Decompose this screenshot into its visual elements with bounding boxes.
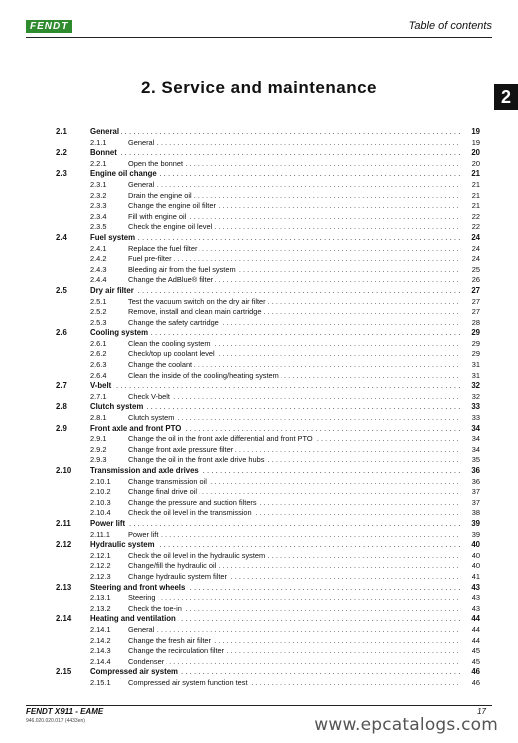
toc-entry-number: 2.2	[56, 148, 67, 158]
toc-entry-title: Change front axle pressure filter	[128, 444, 234, 454]
toc-entry-title: Change the oil in the front axle drive hubs	[128, 455, 265, 465]
toc-entry-number: 2.8.1	[90, 413, 107, 423]
toc-entry-title: Front axle and front PTO	[90, 423, 182, 433]
toc-entry-title-leader	[128, 307, 460, 318]
header-title: Table of contents	[408, 20, 492, 32]
toc-entry-page: 32	[471, 381, 480, 391]
toc-entry-number: 2.4	[56, 232, 67, 242]
toc-entry-page: 21	[471, 190, 480, 200]
toc-entry-title-leader	[90, 466, 460, 477]
toc-entry-title: Drain the engine oil	[128, 190, 192, 200]
toc-entry-title-leader	[128, 657, 460, 668]
toc-entry-number: 2.4.1	[90, 243, 107, 253]
toc-entry-title-leader	[128, 339, 460, 350]
toc-entry-title-leader	[128, 487, 460, 498]
toc-entry-number: 2.10.3	[90, 497, 111, 507]
toc-entry-title-leader	[128, 625, 460, 636]
toc-entry-number: 2.6.1	[90, 338, 107, 348]
toc-entry-title: Clutch system	[90, 402, 144, 412]
toc-entry-number: 2.10.1	[90, 476, 111, 486]
toc-entry-title: Condenser	[128, 656, 165, 666]
toc-entry-title-leader	[128, 318, 460, 329]
toc-entry-title-leader	[128, 551, 460, 562]
toc-entry-page: 34	[471, 444, 480, 454]
toc-entry-title-leader	[90, 233, 460, 244]
toc-entry-page: 40	[471, 540, 480, 550]
toc-section-entry[interactable]	[56, 381, 480, 392]
toc-entry-title: Change the coolant	[128, 360, 193, 370]
toc-entry-number: 2.5.2	[90, 307, 107, 317]
toc-entry-number: 2.6	[56, 328, 67, 338]
toc-entry-title-leader	[128, 254, 460, 265]
toc-entry-title: Remove, install and clean main cartridge	[128, 307, 262, 317]
toc-entry-title-leader	[128, 180, 460, 191]
toc-subsection-entry[interactable]	[56, 636, 480, 647]
toc-entry-page: 22	[471, 211, 480, 221]
page-number: 17	[477, 707, 486, 716]
toc-entry-title: General	[128, 624, 155, 634]
header-divider	[26, 37, 492, 38]
toc-section-entry[interactable]	[56, 328, 480, 339]
toc-entry-title: Steering	[128, 593, 156, 603]
toc-entry-number: 2.4.2	[90, 254, 107, 264]
toc-entry-page: 43	[471, 593, 480, 603]
toc-entry-title-leader	[90, 540, 460, 551]
toc-entry-title-leader	[128, 138, 460, 149]
toc-subsection-entry[interactable]	[56, 551, 480, 562]
toc-section-entry[interactable]	[56, 540, 480, 551]
toc-subsection-entry[interactable]	[56, 265, 480, 276]
toc-subsection-entry[interactable]	[56, 593, 480, 604]
toc-subsection-entry[interactable]	[56, 318, 480, 329]
toc-entry-title: General	[128, 137, 155, 147]
toc-entry-title-leader	[128, 593, 460, 604]
toc-entry-number: 2.5	[56, 285, 67, 295]
toc-subsection-entry[interactable]	[56, 201, 480, 212]
toc-section-entry[interactable]	[56, 286, 480, 297]
toc-entry-page: 27	[471, 296, 480, 306]
toc-entry-page: 29	[471, 349, 480, 359]
toc-entry-number: 2.9.1	[90, 434, 107, 444]
toc-entry-title-leader	[128, 508, 460, 519]
toc-entry-title-leader	[128, 244, 460, 255]
toc-section-entry[interactable]	[56, 466, 480, 477]
toc-entry-number: 2.10.2	[90, 487, 111, 497]
toc-subsection-entry[interactable]	[56, 572, 480, 583]
toc-entry-title: Change final drive oil	[128, 487, 198, 497]
toc-entry-title: Check/top up coolant level	[128, 349, 215, 359]
toc-entry-number: 2.14.2	[90, 635, 111, 645]
toc-entry-page: 24	[471, 232, 480, 242]
toc-entry-page: 31	[471, 370, 480, 380]
toc-entry-number: 2.1	[56, 127, 67, 136]
toc-entry-title: Compressed air system	[90, 667, 178, 677]
toc-entry-page: 32	[471, 391, 480, 401]
toc-entry-page: 20	[471, 158, 480, 168]
toc-subsection-entry[interactable]	[56, 678, 480, 689]
toc-entry-page: 46	[471, 667, 480, 677]
toc-entry-title: Clean the inside of the cooling/heating system	[128, 370, 279, 380]
toc-subsection-entry[interactable]	[56, 371, 480, 382]
toc-entry-title-leader	[128, 604, 460, 615]
toc-entry-title-leader	[128, 413, 460, 424]
toc-entry-number: 2.6.2	[90, 349, 107, 359]
toc-entry-title: Clean the cooling system	[128, 338, 211, 348]
toc-entry-page: 45	[471, 646, 480, 656]
toc-entry-title: General	[128, 179, 155, 189]
toc-entry-number: 2.14.4	[90, 656, 111, 666]
toc-entry-title-leader	[128, 275, 460, 286]
toc-subsection-entry[interactable]	[56, 477, 480, 488]
toc-section-entry[interactable]	[56, 233, 480, 244]
toc-entry-page: 19	[471, 137, 480, 147]
toc-entry-number: 2.12.3	[90, 571, 111, 581]
toc-entry-page: 19	[471, 127, 480, 136]
toc-subsection-entry[interactable]	[56, 625, 480, 636]
toc-entry-title-leader	[128, 360, 460, 371]
toc-entry-page: 46	[471, 677, 480, 687]
toc-entry-title-leader	[128, 159, 460, 170]
toc-subsection-entry[interactable]	[56, 498, 480, 509]
toc-entry-title-leader	[128, 212, 460, 223]
toc-entry-title-leader	[128, 392, 460, 403]
toc-entry-page: 27	[471, 285, 480, 295]
toc-entry-title: Compressed air system function test	[128, 677, 248, 687]
toc-entry-title: Fuel system	[90, 232, 136, 242]
toc-entry-title-leader	[90, 328, 460, 339]
toc-entry-number: 2.10.4	[90, 508, 111, 518]
toc-entry-title: V-belt	[90, 381, 112, 391]
toc-subsection-entry[interactable]	[56, 180, 480, 191]
toc-subsection-entry[interactable]	[56, 455, 480, 466]
toc-entry-title: Bleeding air from the fuel system	[128, 264, 236, 274]
toc-entry-title-leader	[128, 434, 460, 445]
toc-entry-number: 2.15.1	[90, 677, 111, 687]
toc-entry-page: 39	[471, 529, 480, 539]
toc-entry-number: 2.14	[56, 614, 72, 624]
toc-entry-page: 24	[471, 243, 480, 253]
toc-entry-page: 29	[471, 338, 480, 348]
toc-entry-number: 2.14.3	[90, 646, 111, 656]
toc-entry-number: 2.9.3	[90, 455, 107, 465]
toc-subsection-entry[interactable]	[56, 657, 480, 668]
toc-subsection-entry[interactable]	[56, 159, 480, 170]
toc-entry-number: 2.11	[56, 518, 71, 528]
toc-entry-title-leader	[128, 678, 460, 689]
toc-subsection-entry[interactable]	[56, 212, 480, 223]
toc-subsection-entry[interactable]	[56, 244, 480, 255]
toc-subsection-entry[interactable]	[56, 392, 480, 403]
toc-entry-page: 35	[471, 455, 480, 465]
toc-entry-number: 2.2.1	[90, 158, 107, 168]
toc-entry-number: 2.6.4	[90, 370, 107, 380]
toc-entry-page: 36	[471, 476, 480, 486]
toc-entry-number: 2.13.2	[90, 603, 111, 613]
toc-section-entry[interactable]	[56, 667, 480, 678]
toc-entry-number: 2.3.2	[90, 190, 107, 200]
toc-subsection-entry[interactable]	[56, 191, 480, 202]
toc-entry-number: 2.10	[56, 466, 72, 475]
toc-entry-page: 37	[471, 487, 480, 497]
toc-entry-page: 34	[471, 434, 480, 444]
toc-entry-page: 20	[471, 148, 480, 158]
toc-entry-title: Test the vacuum switch on the dry air filter	[128, 296, 266, 306]
toc-entry-page: 26	[471, 275, 480, 285]
toc-entry-title-leader	[90, 667, 460, 678]
toc-entry-page: 36	[471, 466, 480, 475]
toc-entry-number: 2.15	[56, 667, 72, 677]
toc-entry-title: Change the fresh air filter	[128, 635, 211, 645]
toc-entry-number: 2.5.1	[90, 296, 107, 306]
toc-entry-title: Bonnet	[90, 148, 117, 158]
toc-entry-title: Check the oil level in the transmission	[128, 508, 252, 518]
toc-entry-number: 2.6.3	[90, 360, 107, 370]
toc-section-entry[interactable]	[56, 614, 480, 625]
toc-entry-number: 2.3.4	[90, 211, 107, 221]
toc-entry-number: 2.3.1	[90, 179, 107, 189]
toc-entry-number: 2.1.1	[90, 137, 107, 147]
toc-entry-title: Check the engine oil level	[128, 222, 213, 232]
toc-entry-title: Change the recirculation filter	[128, 646, 225, 656]
toc-subsection-entry[interactable]	[56, 530, 480, 541]
toc-entry-title: Change the pressure and suction filters	[128, 497, 257, 507]
toc-entry-title: Change transmission oil	[128, 476, 207, 486]
toc-entry-title-leader	[128, 371, 460, 382]
toc-entry-number: 2.12.2	[90, 561, 111, 571]
toc-entry-number: 2.9.2	[90, 444, 107, 454]
page-header	[26, 18, 492, 36]
toc-subsection-entry[interactable]	[56, 487, 480, 498]
toc-section-entry[interactable]	[56, 583, 480, 594]
toc-entry-page: 33	[471, 402, 480, 412]
toc-entry-title: Check the toe-in	[128, 603, 182, 613]
toc-entry-title-leader	[90, 424, 460, 435]
toc-entry-number: 2.11.1	[90, 529, 110, 539]
toc-subsection-entry[interactable]	[56, 339, 480, 350]
toc-entry-page: 28	[471, 317, 480, 327]
toc-entry-number: 2.12	[56, 540, 72, 550]
toc-entry-number: 2.7	[56, 381, 67, 391]
toc-entry-title-leader	[90, 127, 460, 138]
toc-entry-title: Transmission and axle drives	[90, 466, 199, 475]
toc-entry-title: Engine oil change	[90, 169, 157, 179]
toc-entry-page: 44	[471, 635, 480, 645]
table-of-contents	[56, 127, 480, 688]
toc-entry-title: Fill with engine oil	[128, 211, 187, 221]
toc-entry-page: 34	[471, 423, 480, 433]
toc-entry-page: 24	[471, 254, 480, 264]
toc-entry-number: 2.3.3	[90, 201, 107, 211]
toc-entry-page: 21	[471, 179, 480, 189]
toc-entry-page: 41	[471, 571, 480, 581]
toc-entry-page: 22	[471, 222, 480, 232]
toc-subsection-entry[interactable]	[56, 413, 480, 424]
toc-entry-page: 25	[471, 264, 480, 274]
toc-entry-title-leader	[90, 169, 460, 180]
toc-entry-page: 44	[471, 614, 480, 624]
toc-entry-title: Change hydraulic system filter	[128, 571, 227, 581]
toc-entry-title: Check the oil level in the hydraulic system	[128, 550, 266, 560]
toc-entry-title: Power lift	[90, 518, 126, 528]
toc-entry-page: 31	[471, 360, 480, 370]
toc-entry-number: 2.4.3	[90, 264, 107, 274]
toc-section-entry[interactable]	[56, 148, 480, 159]
toc-subsection-entry[interactable]	[56, 307, 480, 318]
chapter-tab: 2	[494, 84, 518, 110]
toc-entry-page: 27	[471, 307, 480, 317]
toc-entry-number: 2.8	[56, 402, 67, 412]
toc-entry-title: Change the AdBlue® filter	[128, 275, 214, 285]
toc-entry-title-leader	[128, 222, 460, 233]
toc-entry-title-leader	[128, 646, 460, 657]
toc-entry-page: 45	[471, 656, 480, 666]
watermark-link[interactable]: www.epcatalogs.com	[314, 715, 498, 735]
toc-entry-page: 44	[471, 624, 480, 634]
toc-subsection-entry[interactable]	[56, 349, 480, 360]
toc-entry-title: Heating and ventilation	[90, 614, 176, 624]
toc-entry-title-leader	[90, 286, 460, 297]
toc-entry-title: Change the safety cartridge	[128, 317, 219, 327]
toc-entry-number: 2.3	[56, 169, 67, 179]
toc-entry-page: 40	[471, 550, 480, 560]
footer-document-title: FENDT X911 - EAME	[26, 707, 104, 716]
toc-entry-title-leader	[90, 381, 460, 392]
toc-subsection-entry[interactable]	[56, 254, 480, 265]
toc-entry-number: 2.13.1	[90, 593, 111, 603]
toc-entry-number: 2.3.5	[90, 222, 107, 232]
toc-entry-title-leader	[128, 201, 460, 212]
toc-entry-title: Change/fill the hydraulic oil	[128, 561, 217, 571]
toc-entry-number: 2.5.3	[90, 317, 107, 327]
toc-entry-title: Cooling system	[90, 328, 149, 338]
toc-subsection-entry[interactable]	[56, 508, 480, 519]
toc-entry-title: Open the bonnet	[128, 158, 184, 168]
toc-entry-title: Dry air filter	[90, 285, 134, 295]
toc-section-entry[interactable]	[56, 127, 480, 138]
toc-entry-title-leader	[90, 519, 460, 530]
toc-entry-page: 33	[471, 413, 480, 423]
toc-entry-title-leader	[128, 530, 460, 541]
toc-entry-title: Change the engine oil filter	[128, 201, 216, 211]
toc-entry-title: Check V-belt	[128, 391, 170, 401]
toc-entry-number: 2.4.4	[90, 275, 107, 285]
toc-entry-number: 2.9	[56, 423, 67, 433]
toc-entry-page: 37	[471, 497, 480, 507]
toc-entry-title: Power lift	[128, 529, 159, 539]
toc-entry-title: Steering and front wheels	[90, 582, 186, 592]
toc-entry-title-leader	[90, 583, 460, 594]
toc-entry-title: Hydraulic system	[90, 540, 155, 550]
toc-entry-title-leader	[128, 498, 460, 509]
toc-subsection-entry[interactable]	[56, 138, 480, 149]
toc-entry-title-leader	[128, 349, 460, 360]
toc-entry-page: 21	[471, 201, 480, 211]
toc-entry-title-leader	[128, 445, 460, 456]
toc-subsection-entry[interactable]	[56, 561, 480, 572]
toc-entry-page: 43	[471, 582, 480, 592]
toc-entry-title: Fuel pre-filter	[128, 254, 172, 264]
toc-subsection-entry[interactable]	[56, 275, 480, 286]
footer-divider	[26, 705, 492, 706]
toc-entry-title-leader	[128, 191, 460, 202]
toc-entry-title-leader	[90, 148, 460, 159]
toc-subsection-entry[interactable]	[56, 434, 480, 445]
toc-entry-title: Replace the fuel filter	[128, 243, 198, 253]
chapter-title: 2. Service and maintenance	[141, 78, 377, 97]
toc-section-entry[interactable]	[56, 169, 480, 180]
toc-subsection-entry[interactable]	[56, 222, 480, 233]
toc-entry-page: 43	[471, 603, 480, 613]
toc-entry-title-leader	[128, 572, 460, 583]
footer-document-code: 946.020.020.017 (4433en)	[26, 718, 85, 724]
toc-subsection-entry[interactable]	[56, 360, 480, 371]
toc-entry-title-leader	[128, 561, 460, 572]
toc-entry-number: 2.12.1	[90, 550, 111, 560]
toc-entry-page: 39	[471, 518, 480, 528]
toc-entry-title-leader	[128, 297, 460, 308]
toc-subsection-entry[interactable]	[56, 297, 480, 308]
toc-entry-page: 40	[471, 561, 480, 571]
toc-section-entry[interactable]	[56, 402, 480, 413]
toc-entry-number: 2.13	[56, 582, 72, 592]
toc-entry-title-leader	[90, 402, 460, 413]
toc-entry-page: 21	[471, 169, 480, 179]
toc-entry-title: Clutch system	[128, 413, 175, 423]
toc-entry-number: 2.7.1	[90, 391, 107, 401]
toc-section-entry[interactable]	[56, 519, 480, 530]
toc-entry-title: General	[90, 127, 120, 136]
toc-entry-title-leader	[90, 614, 460, 625]
toc-entry-title-leader	[128, 636, 460, 647]
toc-entry-title: Change the oil in the front axle differential and front PTO	[128, 434, 313, 444]
toc-entry-number: 2.14.1	[90, 624, 111, 634]
toc-subsection-entry[interactable]	[56, 646, 480, 657]
toc-section-entry[interactable]	[56, 424, 480, 435]
fendt-logo: FENDT	[26, 20, 72, 33]
toc-entry-title-leader	[128, 455, 460, 466]
toc-subsection-entry[interactable]	[56, 445, 480, 456]
toc-entry-page: 38	[471, 508, 480, 518]
toc-entry-title-leader	[128, 265, 460, 276]
toc-entry-page: 29	[471, 328, 480, 338]
toc-subsection-entry[interactable]	[56, 604, 480, 615]
toc-entry-title-leader	[128, 477, 460, 488]
